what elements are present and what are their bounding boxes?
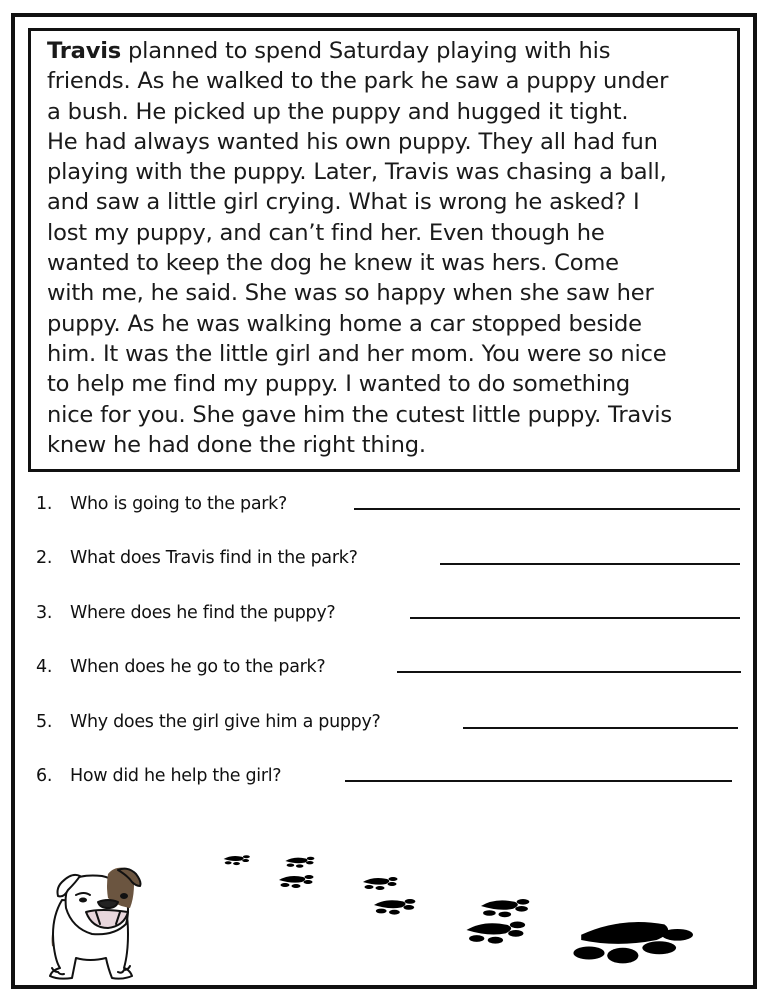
question-text: Where does he find the puppy?	[70, 603, 336, 623]
illustration	[0, 820, 768, 990]
story-line: to help me find my puppy. I wanted to do something	[47, 371, 631, 398]
paw-prints-icon	[224, 855, 693, 963]
story-paragraph	[47, 36, 737, 460]
story-line: He had always wanted his own puppy. They all had fun	[47, 128, 658, 155]
story-line: friends. As he walked to the park he saw a puppy under	[47, 68, 669, 95]
question-2	[36, 542, 358, 568]
question-3	[36, 597, 335, 623]
story-line: a bush. He picked up the puppy and hugged it tight.	[47, 98, 629, 125]
answer-line-6[interactable]	[345, 780, 732, 782]
story-line-text: planned to spend Saturday playing with his	[121, 38, 611, 64]
question-text: Who is going to the park?	[70, 494, 288, 514]
story-line: lost my puppy, and can’t find her. Even though he	[47, 219, 605, 246]
answer-line-2[interactable]	[440, 563, 740, 565]
question-4	[36, 651, 325, 677]
question-text: How did he help the girl?	[70, 766, 282, 786]
question-text: Why does the girl give him a puppy?	[70, 712, 381, 732]
question-number: 3.	[36, 603, 53, 623]
question-number: 1.	[36, 494, 53, 514]
story-line: wanted to keep the dog he knew it was hers. Come	[47, 250, 619, 277]
story-line: with me, he said. She was so happy when she saw her	[47, 280, 654, 307]
story-line: knew he had done the right thing.	[47, 431, 426, 458]
story-line: him. It was the little girl and her mom. You were so nice	[47, 340, 667, 367]
story-title-word: Travis	[47, 38, 122, 64]
story-line	[47, 36, 737, 66]
question-number: 2.	[36, 548, 53, 568]
story-line: and saw a little girl crying. What is wrong he asked? I	[47, 189, 640, 216]
answer-line-5[interactable]	[463, 727, 738, 729]
question-1	[36, 488, 287, 514]
bulldog-puppy-icon	[50, 868, 141, 979]
question-number: 6.	[36, 766, 53, 786]
question-number: 4.	[36, 657, 53, 677]
answer-line-3[interactable]	[410, 617, 740, 619]
question-text: When does he go to the park?	[70, 657, 326, 677]
question-number: 5.	[36, 712, 53, 732]
question-6	[36, 760, 281, 786]
story-line: nice for you. She gave him the cutest little puppy. Travis	[47, 401, 672, 428]
question-5	[36, 706, 381, 732]
story-line: playing with the puppy. Later, Travis was chasing a ball,	[47, 159, 667, 186]
story-line: puppy. As he was walking home a car stopped beside	[47, 310, 642, 337]
question-text: What does Travis find in the park?	[70, 548, 358, 568]
answer-line-1[interactable]	[354, 508, 740, 510]
answer-line-4[interactable]	[397, 671, 741, 673]
